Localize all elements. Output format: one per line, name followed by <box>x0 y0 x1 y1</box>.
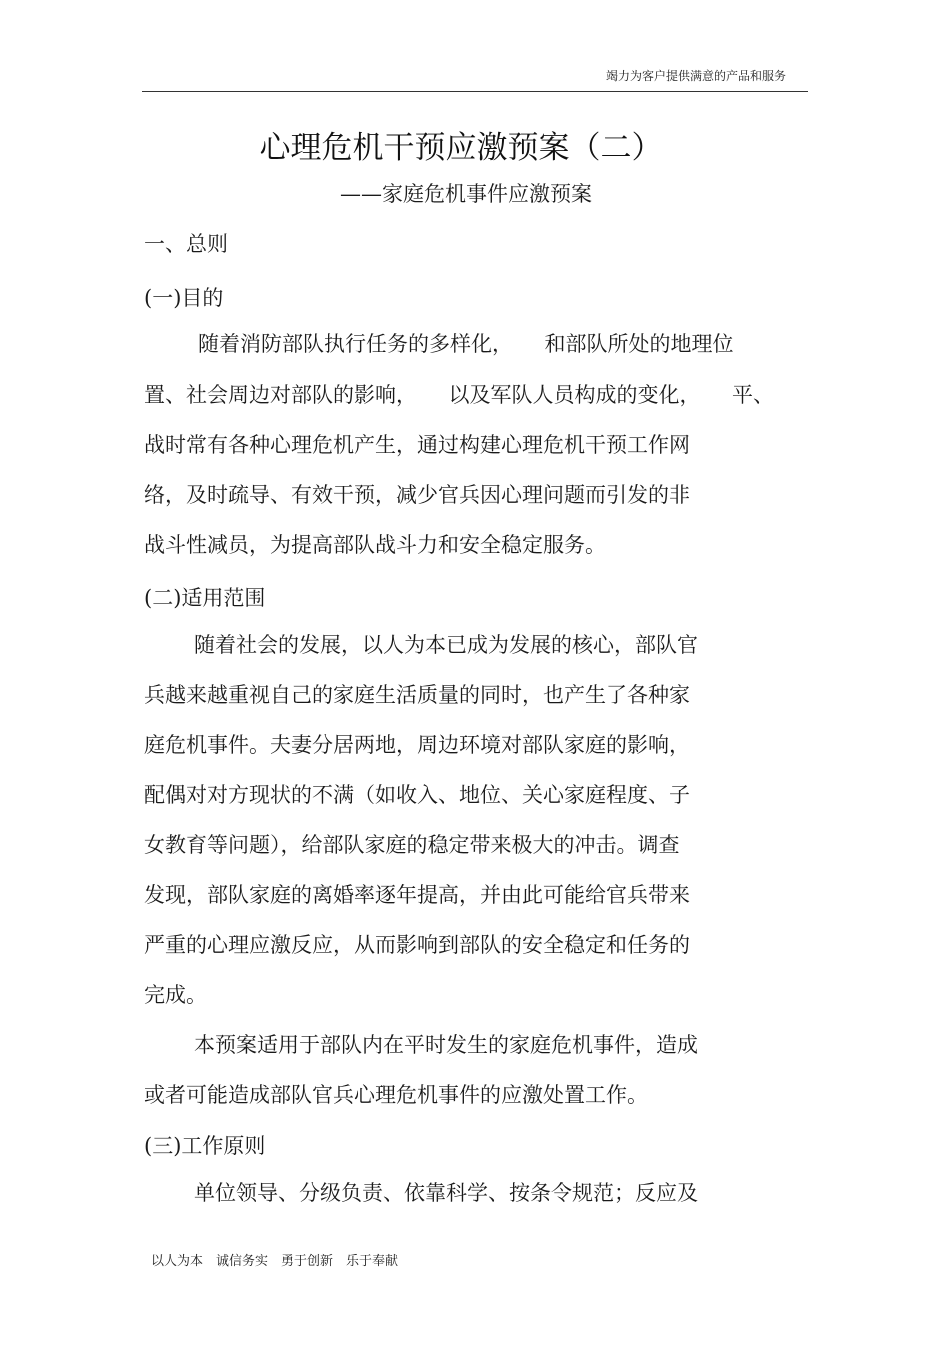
paragraph-line: 兵越来越重视自己的家庭生活质量的同时，也产生了各种家 <box>144 683 690 707</box>
paragraph-line: 络，及时疏导、有效干预，减少官兵因心理问题而引发的非 <box>144 483 690 507</box>
paragraph-line: 发现，部队家庭的离婚率逐年提高，并由此可能给官兵带来 <box>144 883 690 907</box>
header-tagline: 竭力为客户提供满意的产品和服务 <box>605 69 786 83</box>
paragraph-line: 战斗性减员，为提高部队战斗力和安全稳定服务。 <box>144 533 606 557</box>
paragraph-line: 单位领导、分级负责、依靠科学、按条令规范；反应及 <box>194 1181 698 1205</box>
document-subtitle: ——家庭危机事件应激预案 <box>340 182 592 206</box>
paragraph-line: 置、社会周边对部队的影响， 以及军队人员构成的变化， 平、 <box>144 383 774 407</box>
paragraph-line: 本预案适用于部队内在平时发生的家庭危机事件，造成 <box>194 1033 698 1057</box>
paragraph-line: 严重的心理应激反应，从而影响到部队的安全稳定和任务的 <box>144 933 690 957</box>
subsection-heading-scope: (二)适用范围 <box>144 586 266 610</box>
footer-motto: 以人为本 诚信务实 勇于创新 乐于奉献 <box>151 1254 399 1269</box>
section-heading-general: 一、总则 <box>144 232 228 256</box>
paragraph-line: 完成。 <box>144 983 207 1007</box>
header-rule <box>142 91 808 92</box>
paragraph-line: 随着消防部队执行任务的多样化， 和部队所处的地理位 <box>198 332 734 356</box>
paragraph-line: 或者可能造成部队官兵心理危机事件的应激处置工作。 <box>144 1083 648 1107</box>
paragraph-line: 庭危机事件。夫妻分居两地，周边环境对部队家庭的影响， <box>144 733 690 757</box>
paragraph-line: 战时常有各种心理危机产生，通过构建心理危机干预工作网 <box>144 433 690 457</box>
document-title: 心理危机干预应激预案（二） <box>259 130 663 166</box>
paragraph-line: 随着社会的发展，以人为本已成为发展的核心，部队官 <box>194 633 698 657</box>
subsection-heading-purpose: (一)目的 <box>144 286 224 310</box>
subsection-heading-principles: (三)工作原则 <box>144 1134 266 1158</box>
paragraph-line: 女教育等问题），给部队家庭的稳定带来极大的冲击。调查 <box>144 833 680 857</box>
paragraph-line: 配偶对对方现状的不满（如收入、地位、关心家庭程度、子 <box>144 783 690 807</box>
